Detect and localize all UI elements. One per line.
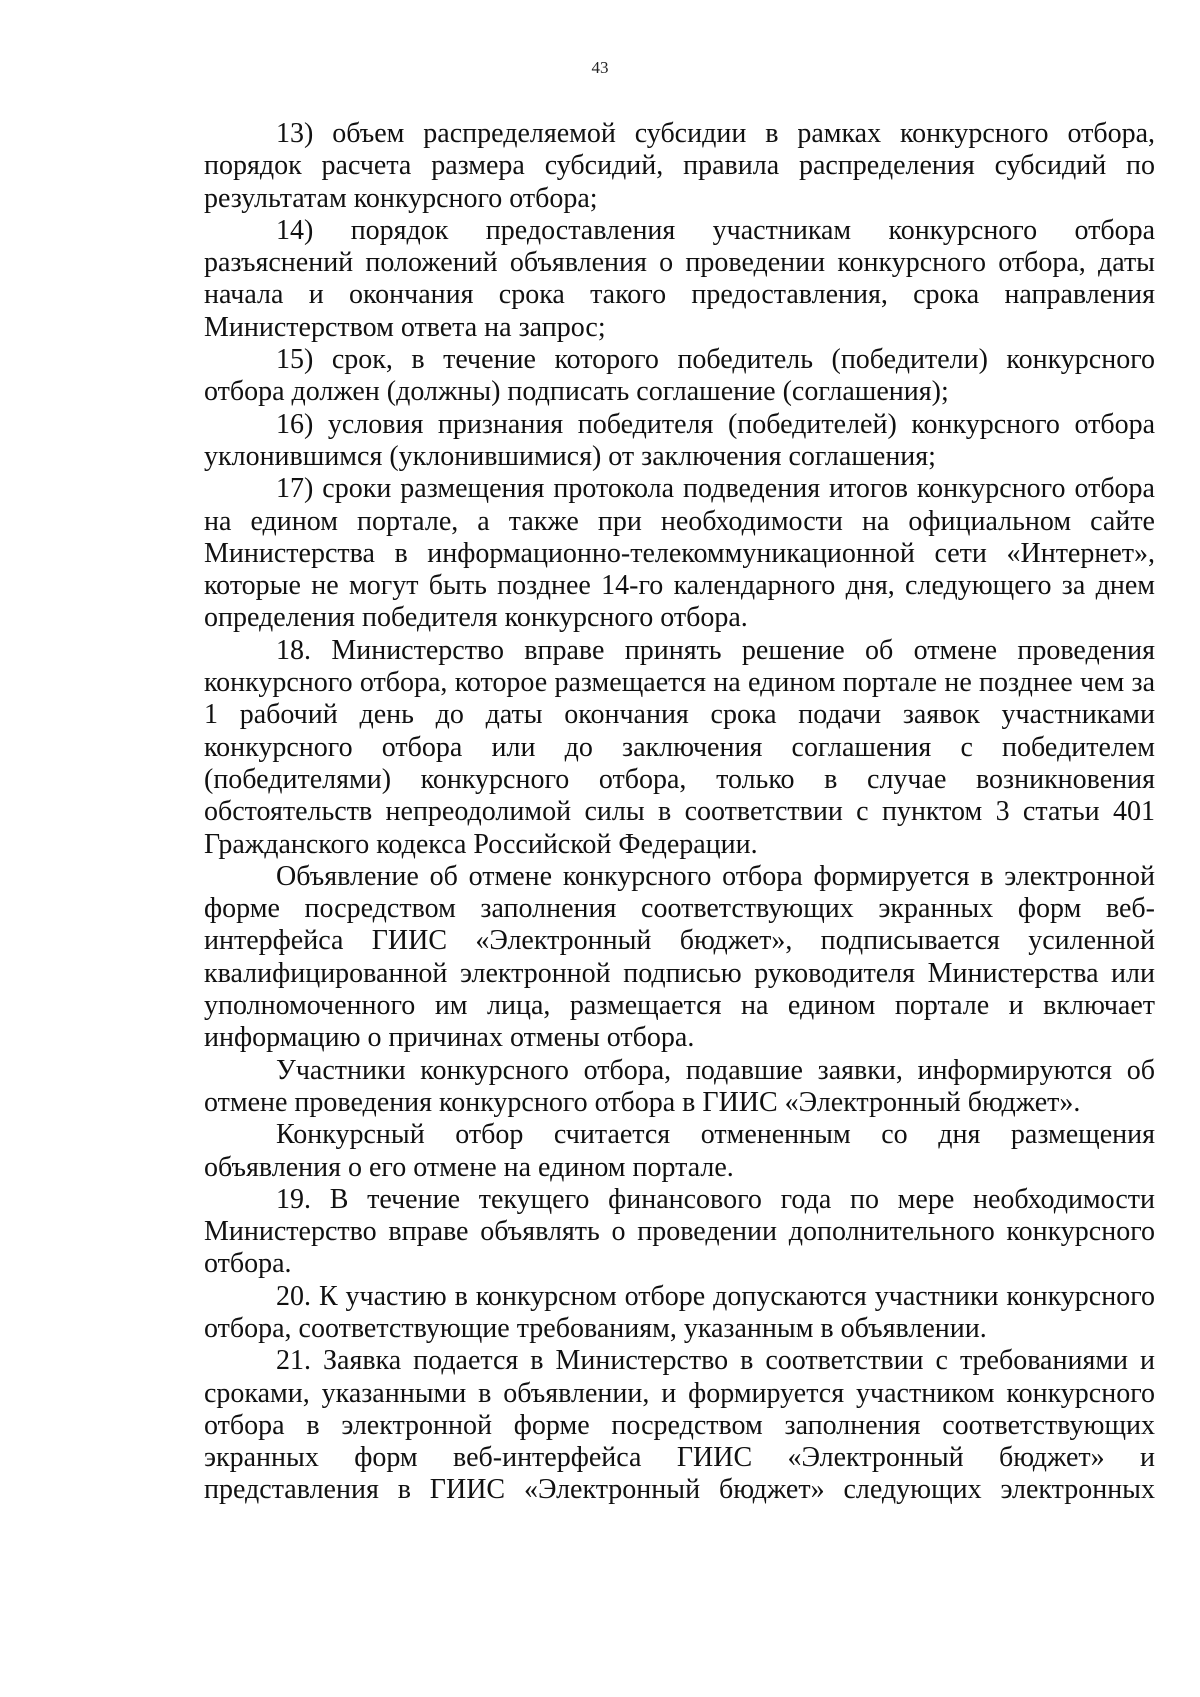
paragraph-clause-20: 20. К участию в конкурсном отборе допускаются участники конкурсного отбора, соответствующие требованиям, указанным в объявлении. (204, 1280, 1155, 1344)
paragraph-participants-informed: Участники конкурсного отбора, подавшие заявки, информируются об отмене проведения конкурсного отбора в ГИИС «Электронный бюджет». (204, 1054, 1155, 1118)
page-number: 43 (591, 58, 609, 77)
paragraph-cancellation-notice: Объявление об отмене конкурсного отбора формируется в электронной форме посредством заполнения соответствующих экранных форм веб-интерфейса ГИИС «Электронный бюджет», подписывается усиленной квалифицированной электронной подписью руководителя Министерства или уполномоченного им лица, размещается на едином портале и включает информацию о причинах отмены отбора. (204, 860, 1155, 1054)
paragraph-item-13: 13) объем распределяемой субсидии в рамках конкурсного отбора, порядок расчета размера субсидий, правила распределения субсидий по результатам конкурсного отбора; (204, 118, 1155, 214)
paragraph-selection-cancelled: Конкурсный отбор считается отмененным со дня размещения объявления о его отмене на едином портале. (204, 1119, 1155, 1183)
paragraph-clause-18: 18. Министерство вправе принять решение об отмене проведения конкурсного отбора, которое размещается на едином портале не позднее чем за 1 рабочий день до даты окончания срока подачи заявок участниками конкурсного отбора или до заключения соглашения с победителем (победителями) конкурсного отбора, только в случае возникновения обстоятельств непреодолимой силы в соответствии с пунктом 3 статьи 401 Гражданского кодекса Российской Федерации. (204, 634, 1155, 860)
paragraph-item-14: 14) порядок предоставления участникам конкурсного отбора разъяснений положений объявления о проведении конкурсного отбора, даты начала и окончания срока такого предоставления, срока направления Министерством ответа на запрос; (204, 214, 1155, 343)
document-body (204, 118, 1155, 1507)
paragraph-item-16: 16) условия признания победителя (победителей) конкурсного отбора уклонившимся (уклонившимися) от заключения соглашения; (204, 408, 1155, 472)
paragraph-item-15: 15) срок, в течение которого победитель (победители) конкурсного отбора должен (должны) подписать соглашение (соглашения); (204, 344, 1155, 408)
paragraph-item-17: 17) сроки размещения протокола подведения итогов конкурсного отбора на едином портале, а также при необходимости на официальном сайте Министерства в информационно-телекоммуникационной сети «Интернет», которые не могут быть позднее 14-го календарного дня, следующего за днем определения победителя конкурсного отбора. (204, 473, 1155, 634)
paragraph-clause-19: 19. В течение текущего финансового года по мере необходимости Министерство вправе объявлять о проведении дополнительного конкурсного отбора. (204, 1183, 1155, 1280)
paragraph-clause-21: 21. Заявка подается в Министерство в соответствии с требованиями и сроками, указанными в объявлении, и формируется участником конкурсного отбора в электронной форме посредством заполнения соответствующих экранных форм веб-интерфейса ГИИС «Электронный бюджет» и представления в ГИИС «Электронный бюджет» следующих электронных (204, 1345, 1155, 1506)
